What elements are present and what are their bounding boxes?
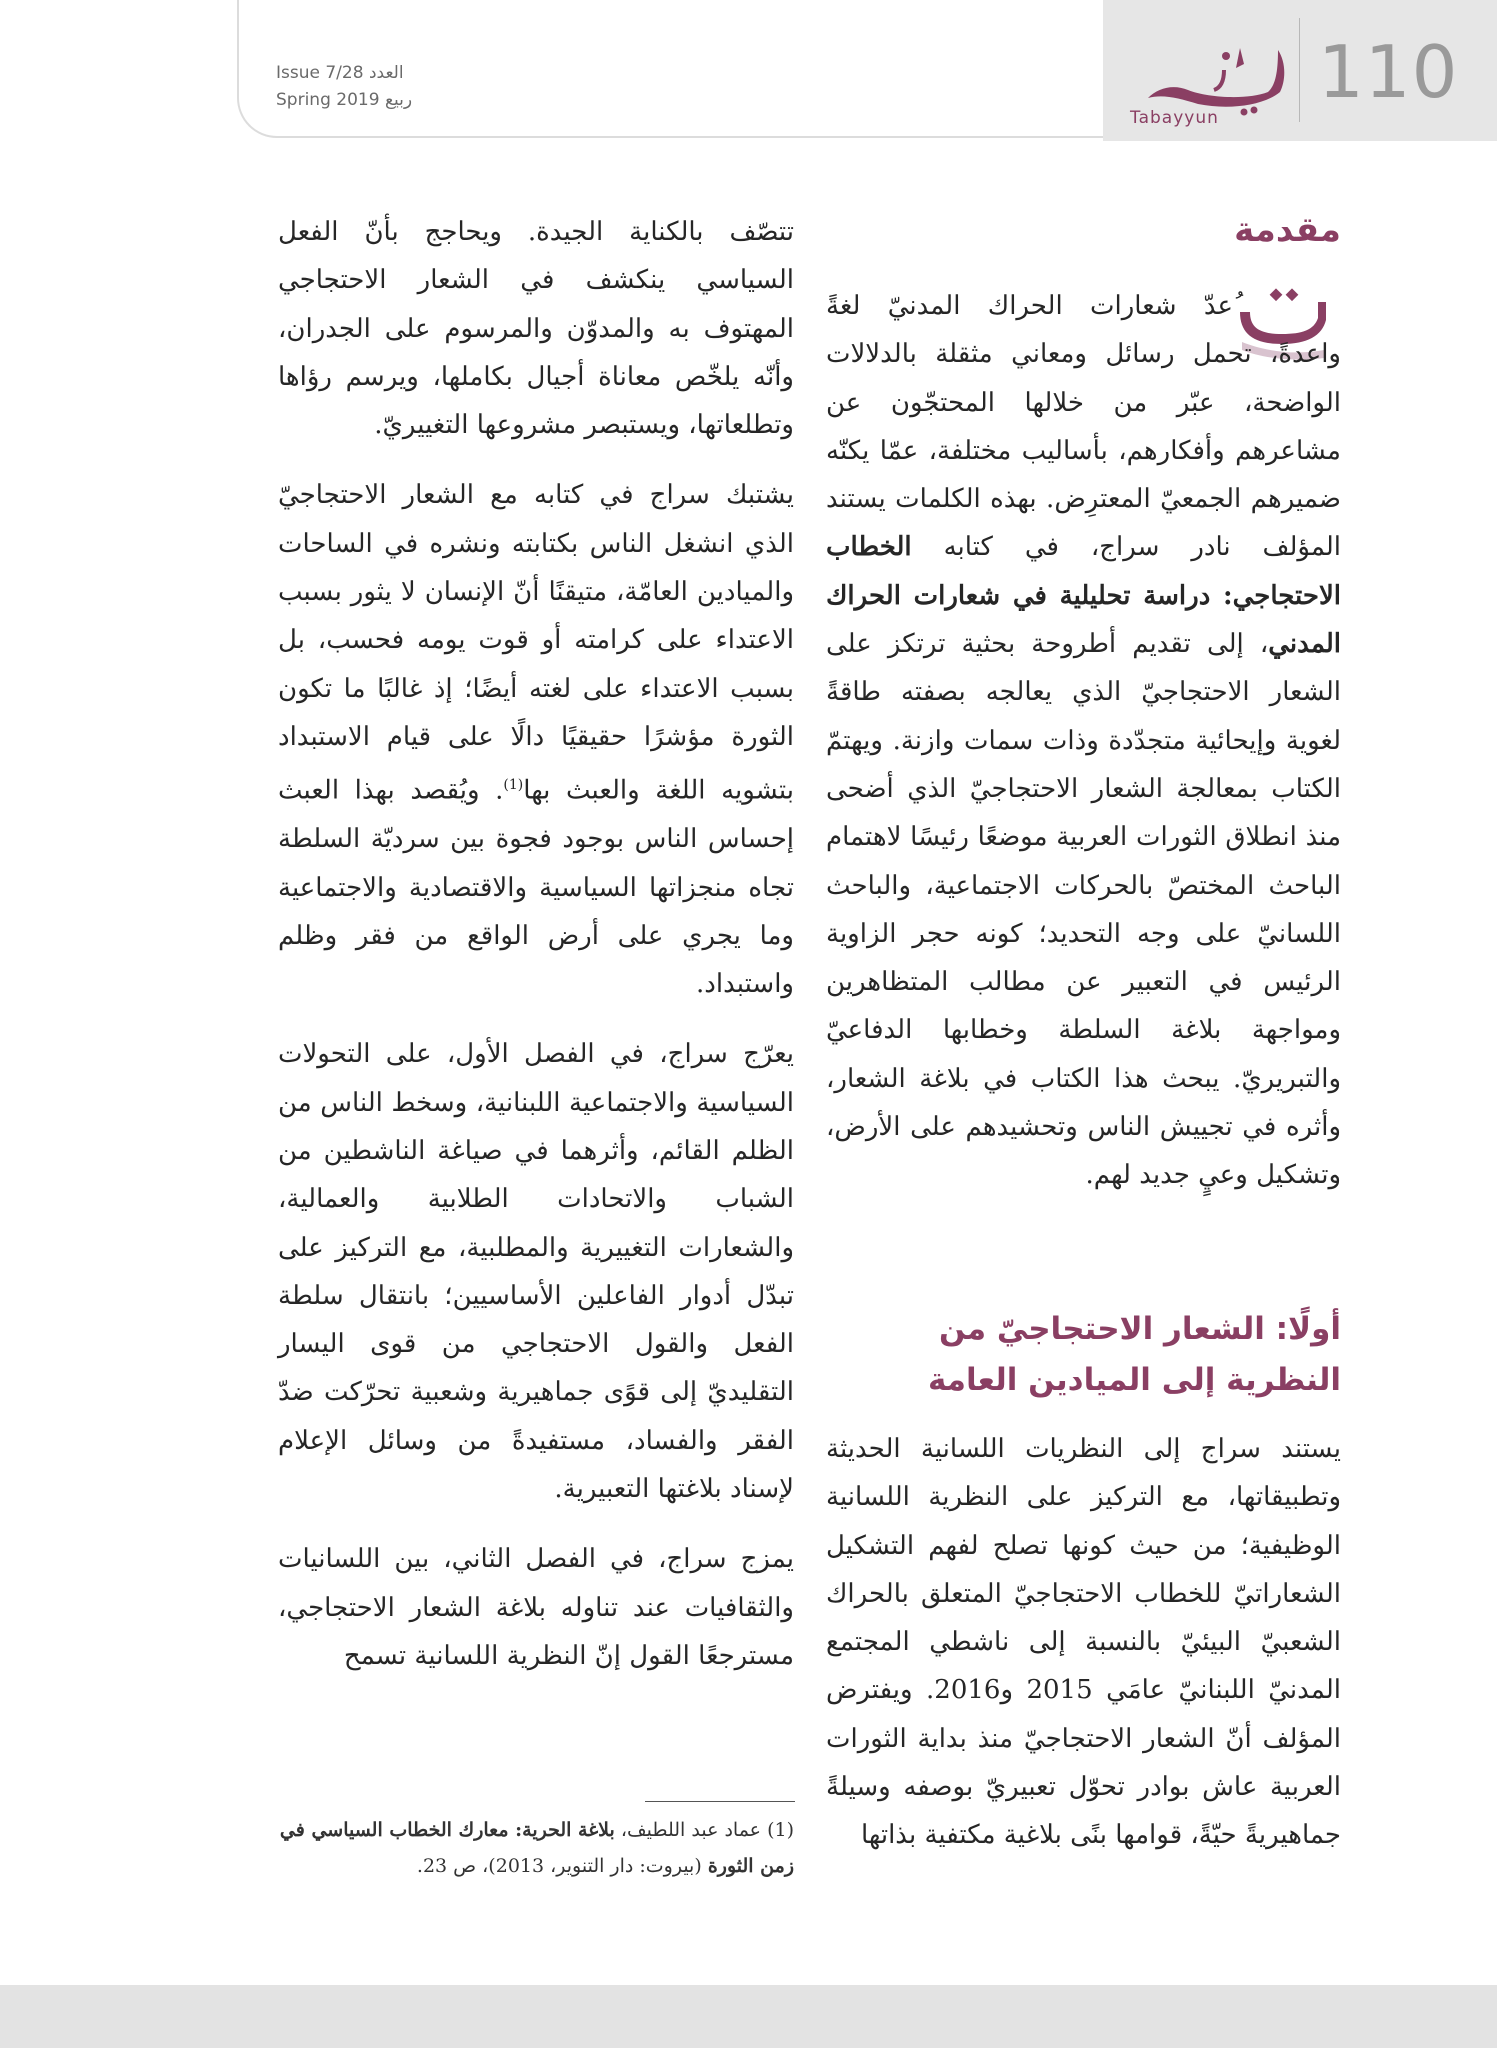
left-paragraph-1: تتصّف بالكناية الجيدة. ويحاجج بأنّ الفعل السياسي ينكشف في الشعار الاحتجاجي المهتوف به والمدوّن والمرسوم على الجدران، وأنّه يلخّص معاناة أجيال بكاملها، ويرسم رؤاها وتطلعاتها، ويستبصر مشروعها التغييريّ. [278, 217, 794, 441]
right-column [826, 282, 1341, 1200]
footnote-divider [645, 1801, 795, 1802]
header-divider [1299, 18, 1300, 122]
left-paragraph-4: يمزج سراج، في الفصل الثاني، بين اللسانيات والثقافيات عند تناوله بلاغة الشعار الاحتجاجي، مسترجعًا القول إنّ النظرية اللسانية تسمح [278, 1544, 794, 1671]
intro-paragraph: ُعدّ شعارات الحراك المدنيّ لغةً واعدةً، تحمل رسائل ومعاني مثقلة بالدلالات الواضحة، عبّر من خلالها المحتجّون عن مشاعرهم وأفكارهم، بأساليب مختلفة، عمّا يكنّه ضميرهم الجمعيّ المعترِض. بهذه الكلمات يستند المؤلف نادر سراج، في كتابه الخطاب الاحتجاجي: دراسة تحليلية في شعارات الحراك المدني، إلى تقديم أطروحة بحثية ترتكز على الشعار الاحتجاجيّ الذي يعالجه بصفته طاقةً لغوية وإيحائية متجدّدة وذات سمات وازنة. ويهتمّ الكتاب بمعالجة الشعار الاحتجاجيّ الذي أضحى منذ انطلاق الثورات العربية موضعًا رئيسًا لاهتمام الباحث المختصّ بالحركات الاجتماعية، والباحث اللسانيّ على وجه التحديد؛ كونه حجر الزاوية الرئيس في التعبير عن مطالب المتظاهرين ومواجهة بلاغة السلطة وخطابها الدفاعيّ والتبريريّ. يبحث هذا الكتاب في بلاغة الشعار، وأثره في تجييش الناس وتحشيدهم على الأرض، وتشكيل وعيٍ جديد لهم. [826, 291, 1341, 1191]
left-column [278, 208, 794, 1702]
left-paragraph-3: يعرّج سراج، في الفصل الأول، على التحولات السياسية والاجتماعية اللبنانية، وسخط الناس من الظلم القائم، وأثرهما في صياغة الناشطين من الشباب والاتحادات الطلابية والعمالية، والشعارات التغييرية والمطلبية، مع التركيز على تبدّل أدوار الفاعلين الأساسيين؛ بانتقال سلطة الفعل والقول الاحتجاجي من قوى اليسار التقليديّ إلى قوًى جماهيرية وشعبية تحرّكت ضدّ الفقر والفساد، مستفيدةً من وسائل الإعلام لإسناد بلاغتها التعبيرية. [278, 1039, 794, 1505]
issue-number: Issue 7/28 العدد [276, 63, 404, 83]
intro-heading: مقدمة [1234, 210, 1341, 250]
footnote: (1) عماد عبد اللطيف، بلاغة الحرية: معارك الخطاب السياسي في زمن الثورة (بيروت: دار التنوير، 2013)، ص 23. [279, 1819, 794, 1877]
page-bottom-band [0, 1985, 1497, 2048]
section1-heading: أولًا: الشعار الاحتجاجيّ من النظرية إلى الميادين العامة [927, 1311, 1341, 1398]
section1-paragraph: يستند سراج إلى النظريات اللسانية الحديثة وتطبيقاتها، مع التركيز على النظرية اللسانية الوظيفية؛ من حيث كونها تصلح لفهم التشكيل الشعاراتيّ للخطاب الاحتجاجيّ المتعلق بالحراك الشعبيّ البيئيّ بالنسبة إلى ناشطي المجتمع المدنيّ اللبنانيّ عامَي 2015 و2016. ويفترض المؤلف أنّ الشعار الاحتجاجيّ منذ بداية الثورات العربية عاش بوادر تحوّل تعبيريّ بوصفه وسيلةً جماهيريةً حيّةً، قوامها بنًى بلاغية مكتفية بذاتها [826, 1434, 1341, 1851]
issue-season: Spring 2019 ربيع [276, 90, 413, 110]
issue-info [276, 60, 412, 114]
section1-body [826, 1425, 1341, 1860]
footnote-book-title: بلاغة الحرية: معارك الخطاب السياسي في زمن الثورة [279, 1819, 794, 1877]
book-title: الخطاب الاحتجاجي: دراسة تحليلية في شعارات الحراك المدني [826, 532, 1341, 660]
logo-latin-text: Tabayyun [1130, 108, 1219, 128]
footnote-ref[interactable]: (1) [503, 777, 524, 794]
page-number: 110 [1318, 30, 1459, 114]
left-paragraph-2: يشتبك سراج في كتابه مع الشعار الاحتجاجيّ الذي انشغل الناس بكتابته ونشره في الساحات والميادين العامّة، متيقنًا أنّ الإنسان لا يثور بسبب الاعتداء على كرامته أو قوت يومه فحسب، بل بسبب الاعتداء على لغته أيضًا؛ إذ غالبًا ما تكون الثورة مؤشرًا حقيقيًا دالًا على قيام الاستبداد بتشويه اللغة والعبث بها$^{(1)}$. ويُقصد بهذا العبث إحساس الناس بوجود فجوة بين سرديّة السلطة تجاه منجزاتها السياسية والاقتصادية والاجتماعية وما يجري على أرض الواقع من فقر وظلم واستبداد. [278, 480, 794, 1000]
